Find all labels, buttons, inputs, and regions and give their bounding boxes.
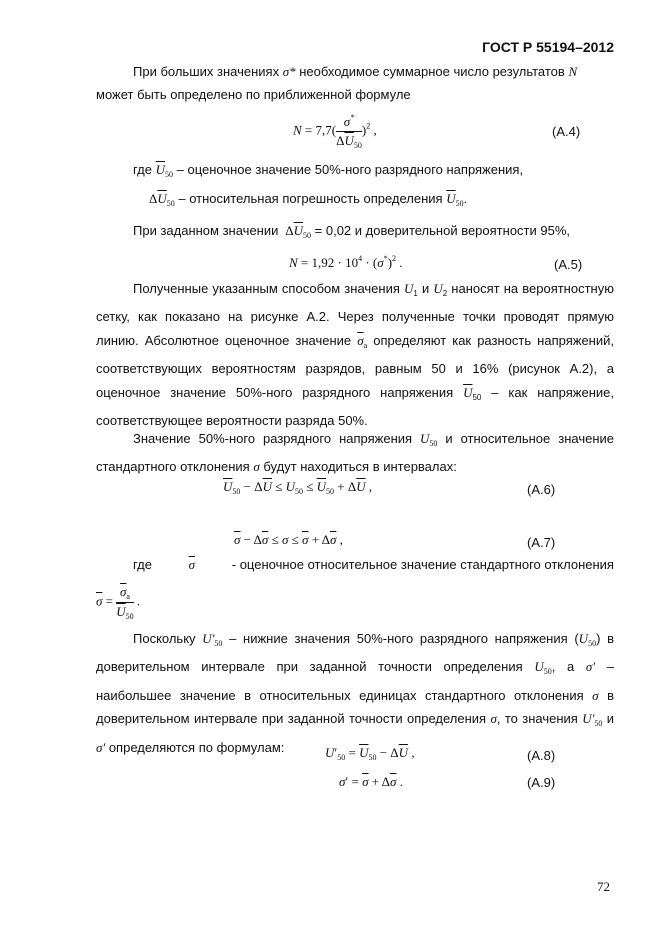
- where-delta-text: – относительная погрешность определения: [178, 191, 443, 206]
- eq-number-a9: (А.9): [527, 775, 556, 790]
- where-sigma-line: где $\overline{\sigma}$ - оценочное относительное значение стандартного отклонения: [133, 557, 614, 572]
- page-number: 72: [597, 879, 610, 894]
- eq-number-a5: (А.5): [554, 257, 583, 272]
- standard-code: ГОСТ Р 55194–2012: [482, 39, 614, 55]
- where-u50-text: – оценочное значение 50%-ного разрядного напряжения,: [176, 162, 524, 177]
- paragraph-intervals: Значение 50%-ного разрядного напряжения $U_{50}$ и относительное значение стандартного отклонения σ будут находиться в интервалах:: [96, 431, 614, 475]
- paragraph-probability-grid: Полученные указанным способом значения $U_1$ и $U_2$ наносят на вероятностную сетку, как показано на рисунке А.2. Через полученные точки проводят прямую линию. Абсолютное оценочное значение $\overline{\sigma}_a$ определяют как разность напряжений, соответствующих вероятностям разрядов, равным 50 и 16% (рисунок А.2), а оценочное значение 50%-ного разрядного напряжения $\overline{U}_{50}$ – как напряжение, соответствующее вероятности разряда 50%.: [96, 281, 614, 429]
- eq-number-a8: (А.8): [527, 748, 556, 763]
- formula-a5: $N = 1,92 \cdot 10^4 \cdot (\sigma^*)^2$ .: [289, 254, 403, 270]
- formula-a4: N = 7,7( $\frac{\sigma^*}{\Delta\overline{U}_{50}}$ )$^2$ ,: [293, 113, 377, 150]
- where-label: где: [133, 162, 152, 177]
- where-delta-line: $\Delta\overline{U}_{50}$ – относительная погрешность определения $\overline{U}_{50}$.: [149, 191, 467, 208]
- formula-a8: $U'_{50} = \overline{U}_{50} - \Delta\overline{U}$ ,: [325, 745, 415, 762]
- paragraph-confidence: Поскольку $U'_{50}$ – нижние значения 50%-ного разрядного напряжения $(U_{50})$ в доверительном интервале при заданной точности определения $U_{50}$, а σ' – наибольшее значение в относительных единицах стандартного отклонения σ в доверительном интервале при заданной точности определения σ, то значения $U'_{50}$ и σ' определяются по формулам:: [96, 631, 614, 755]
- eq-number-a4: (А.4): [552, 124, 581, 139]
- where-label-2: где: [133, 557, 152, 572]
- formula-a9: $\sigma' = \overline{\sigma} + \Delta\overline{\sigma}$ .: [339, 774, 403, 789]
- given-line: При заданном значении $\Delta\overline{U}_{50} = 0,02$ и доверительной вероятности 95%,: [133, 223, 571, 240]
- formula-a6: $\overline{U}_{50} - \Delta\overline{U} \le U_{50} \le \overline{U}_{50} + \Delta\overline{U}$ ,: [223, 479, 373, 496]
- eq-number-a7: (А.7): [527, 535, 556, 550]
- given-post-text: = 0,02 и доверительной вероятности 95%,: [314, 223, 571, 238]
- formula-a7: $\overline{\sigma} - \Delta\overline{\sigma} \le \sigma \le \overline{\sigma} + \Delta\overline{\sigma}$ ,: [234, 532, 343, 547]
- given-pre-text: При заданном значении: [133, 223, 279, 238]
- intro-paragraph: При больших значениях σ* необходимое суммарное число результатов N может быть определено по приближенной формуле: [96, 64, 578, 103]
- where-u50-line: где $\overline{U}_{50}$ – оценочное значение 50%-ного разрядного напряжения,: [133, 162, 524, 179]
- eq-number-a6: (А.6): [527, 482, 556, 497]
- where-sigma-text: - оценочное относительное значение стандартного отклонения: [231, 557, 614, 572]
- formula-sigma-rel: $\overline{\sigma}$ = $\frac{\overline{\sigma}_a}{\overline{U}_{50}}$ .: [96, 584, 141, 621]
